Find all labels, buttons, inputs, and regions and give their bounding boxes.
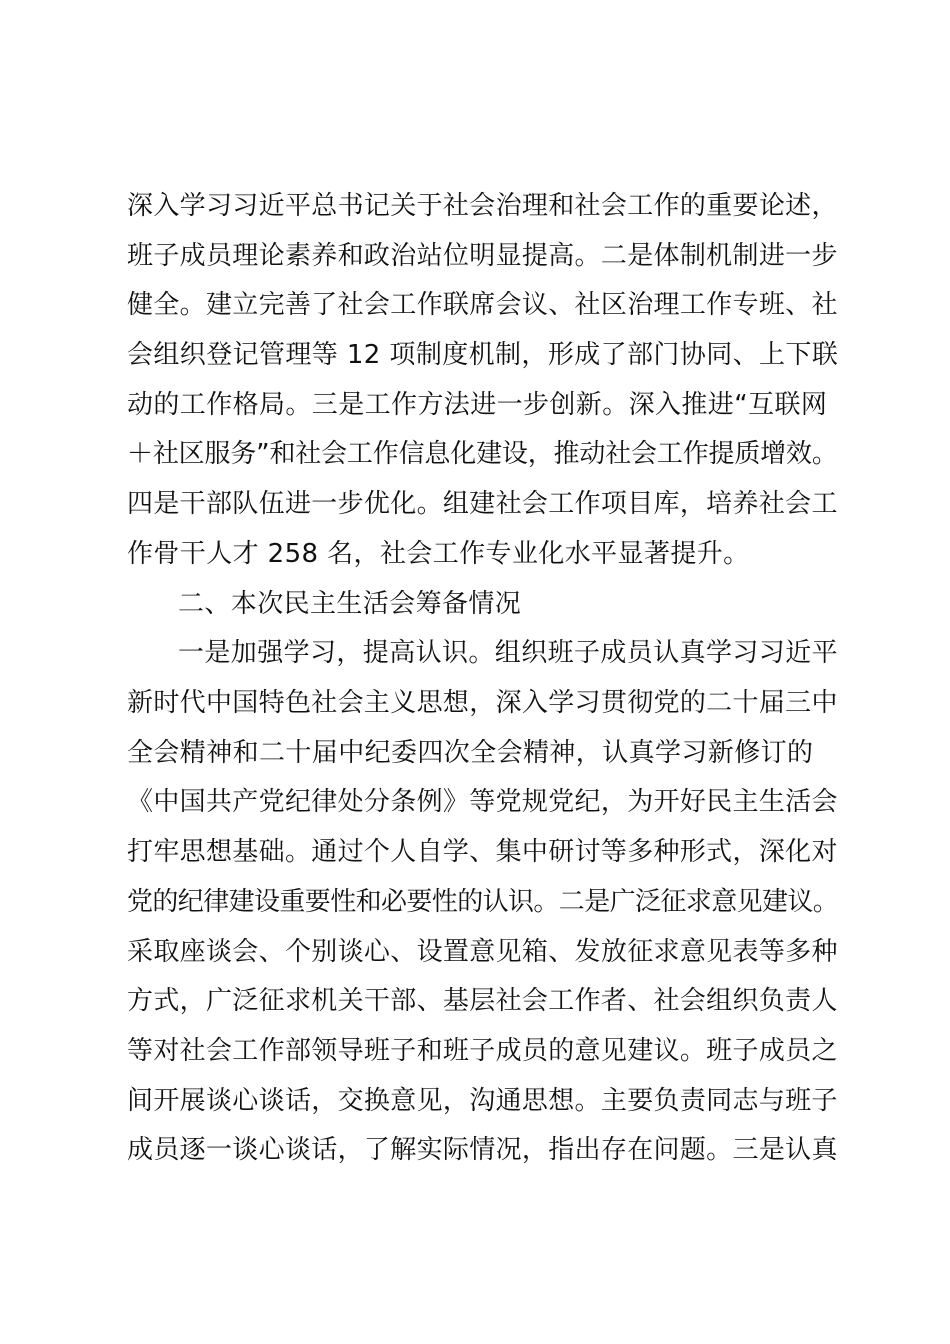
text-line: 党的纪律建设重要性和必要性的认识。二是广泛征求意见建议。: [127, 887, 839, 917]
text-line: 方式，广泛征求机关干部、基层社会工作者、社会组织负责人: [127, 986, 838, 1016]
text-line: ＋社区服务”和社会工作信息化建设，推动社会工作提质增效。: [127, 439, 838, 469]
text-line: 健全。建立完善了社会工作联席会议、社区治理工作专班、社: [127, 290, 838, 320]
paragraph-start: 一是加强学习，提高认识。组织班子成员认真学习习近平: [178, 638, 839, 668]
text-line: 四是干部队伍进一步优化。组建社会工作项目库，培养社会工: [127, 489, 838, 519]
text-line: 《中国共产党纪律处分条例》等党规党纪，为开好民主生活会: [127, 787, 838, 817]
text-line: 班子成员理论素养和政治站位明显提高。二是体制机制进一步: [127, 241, 838, 271]
text-line: 间开展谈心谈话，交换意见，沟通思想。主要负责同志与班子: [127, 1086, 838, 1116]
text-line: 等对社会工作部领导班子和班子成员的意见建议。班子成员之: [127, 1036, 838, 1066]
text-line: 深入学习习近平总书记关于社会治理和社会工作的重要论述，: [127, 191, 838, 221]
text-line: 作骨干人才 258 名，社会工作专业化水平显著提升。: [127, 539, 750, 569]
text-line: 会组织登记管理等 12 项制度机制，形成了部门协同、上下联: [127, 340, 839, 370]
text-line: 打牢思想基础。通过个人自学、集中研讨等多种形式，深化对: [127, 837, 838, 867]
section-heading: 二、本次民主生活会筹备情况: [178, 589, 522, 619]
text-line: 动的工作格局。三是工作方法进一步创新。深入推进“互联网: [127, 390, 828, 420]
text-line: 新时代中国特色社会主义思想，深入学习贯彻党的二十届三中: [127, 688, 838, 718]
text-line: 全会精神和二十届中纪委四次全会精神，认真学习新修订的: [127, 738, 814, 768]
text-line: 采取座谈会、个别谈心、设置意见箱、发放征求意见表等多种: [127, 937, 838, 967]
text-line: 成员逐一谈心谈话，了解实际情况，指出存在问题。三是认真: [127, 1135, 838, 1165]
